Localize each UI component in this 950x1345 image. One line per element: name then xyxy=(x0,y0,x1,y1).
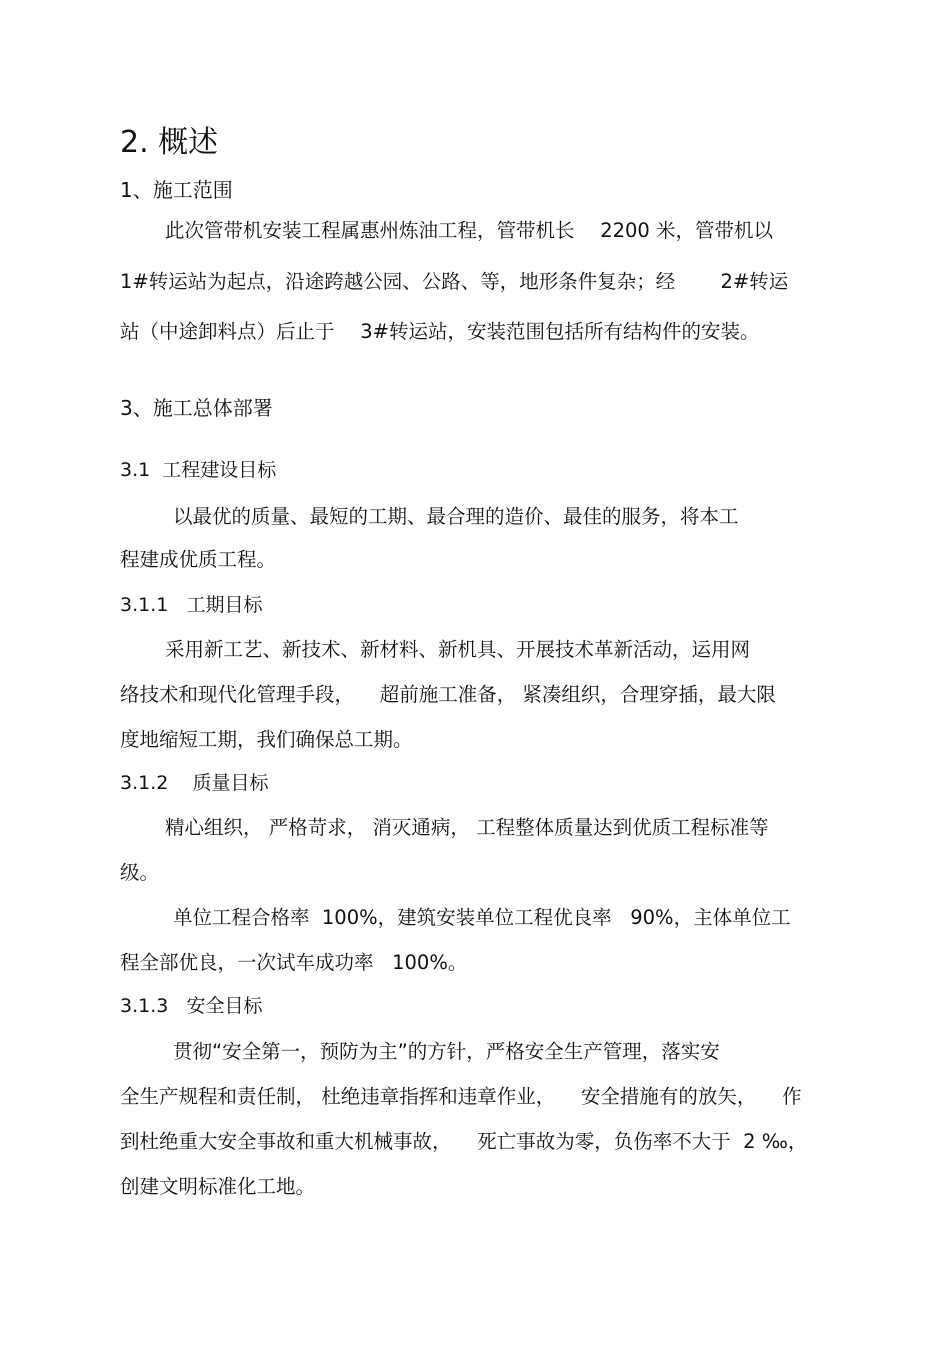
paragraph-line: 单位工程合格率 100%，建筑安装单位工程优良率 90%，主体单位工 xyxy=(173,906,791,929)
paragraph-line: 程全部优良，一次试车成功率 100%。 xyxy=(120,951,468,974)
paragraph-line: 络技术和现代化管理手段， 超前施工准备， 紧凑组织，合理穿插，最大限 xyxy=(120,683,776,706)
paragraph-line: 采用新工艺、新技术、新材料、新机具、开展技术革新活动，运用网 xyxy=(165,638,751,661)
section-heading-deployment: 3、施工总体部署 xyxy=(120,396,273,420)
subsection-heading-safety: 3.1.3 安全目标 xyxy=(120,995,263,1017)
paragraph-line: 全生产规程和责任制， 杜绝违章指挥和违章作业， 安全措施有的放矢， 作 xyxy=(120,1085,802,1108)
paragraph-line: 站（中途卸料点）后止于 3#转运站，安装范围包括所有结构件的安装。 xyxy=(120,320,760,343)
subsection-heading-quality: 3.1.2 质量目标 xyxy=(120,772,269,794)
subsection-heading-goals: 3.1 工程建设目标 xyxy=(120,459,277,481)
paragraph-line: 此次管带机安装工程属惠州炼油工程，管带机长 2200 米，管带机以 xyxy=(165,219,774,242)
paragraph-line: 度地缩短工期，我们确保总工期。 xyxy=(120,728,413,751)
paragraph-line: 以最优的质量、最短的工期、最合理的造价、最佳的服务，将本工 xyxy=(173,505,739,528)
paragraph-line: 到杜绝重大安全事故和重大机械事故， 死亡事故为零，负伤率不大于 2 ‰， xyxy=(120,1130,808,1153)
paragraph-line: 精心组织， 严格苛求， 消灭通病， 工程整体质量达到优质工程标准等 xyxy=(165,816,769,839)
paragraph-line: 创建文明标准化工地。 xyxy=(120,1175,316,1198)
paragraph-line: 程建成优质工程。 xyxy=(120,548,277,571)
paragraph-line: 贯彻“安全第一，预防为主”的方针，严格安全生产管理，落实安 xyxy=(173,1040,720,1063)
section-heading-scope: 1、施工范围 xyxy=(120,178,233,202)
page-title: 2. 概述 xyxy=(120,125,219,160)
paragraph-line: 级。 xyxy=(120,861,160,884)
subsection-heading-schedule: 3.1.1 工期目标 xyxy=(120,594,263,616)
paragraph-line: 1#转运站为起点，沿途跨越公园、公路、等，地形条件复杂；经 2#转运 xyxy=(120,270,789,293)
